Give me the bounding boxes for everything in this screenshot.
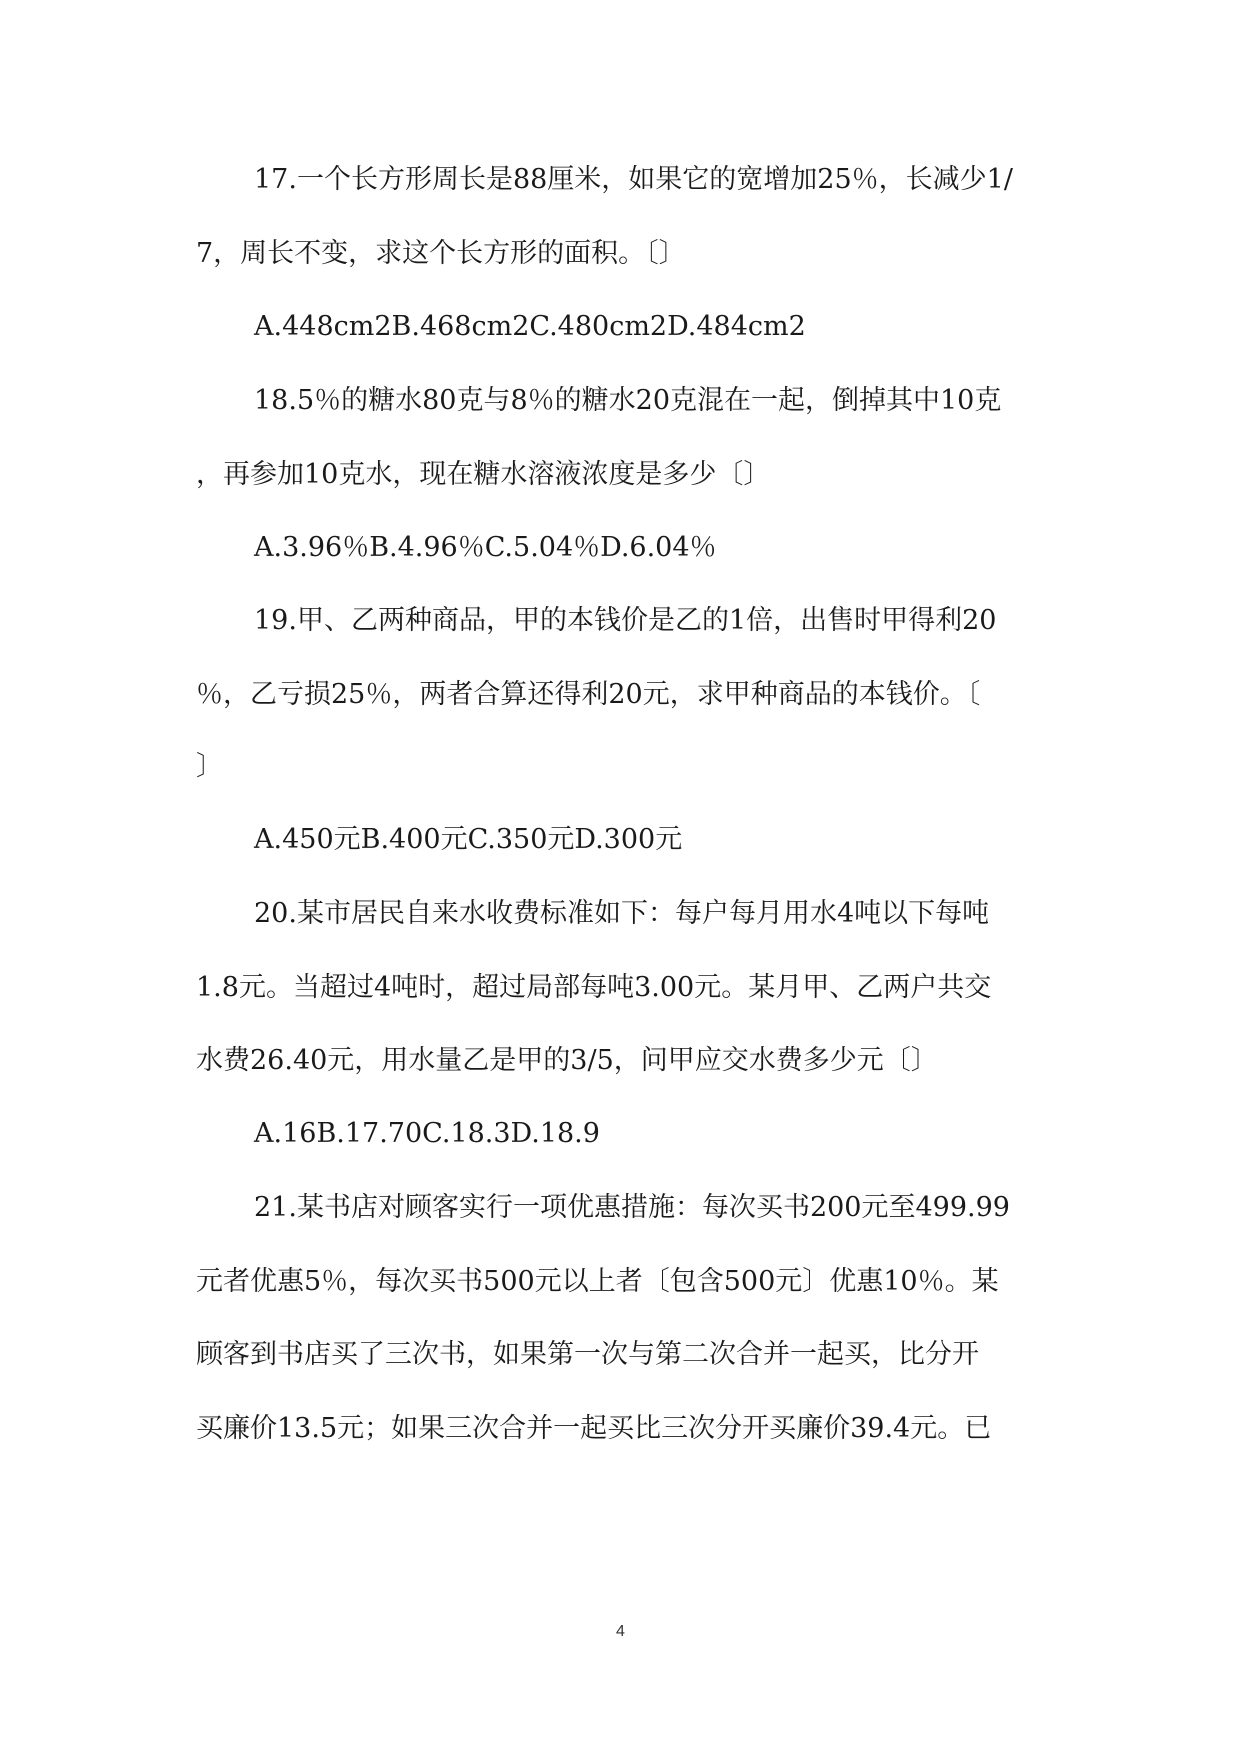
q17-line-1: 17.一个长方形周长是88厘米，如果它的宽增加25％，长减少1/ xyxy=(254,164,1013,195)
q18-line-2: ，再参加10克水，现在糖水溶液浓度是多少〔〕 xyxy=(196,459,771,490)
q17-options: A.448cm2B.468cm2C.480cm2D.484cm2 xyxy=(254,311,806,342)
q20-options: A.16B.17.70C.18.3D.18.9 xyxy=(254,1118,600,1149)
page-number: 4 xyxy=(616,1623,625,1640)
q19-options: A.450元B.400元C.350元D.300元 xyxy=(254,824,683,855)
q19-line-1: 19.甲、乙两种商品，甲的本钱价是乙的1倍，出售时甲得利20 xyxy=(254,605,997,636)
q21-line-4: 买廉价13.5元；如果三次合并一起买比三次分开买廉价39.4元。已 xyxy=(196,1413,992,1444)
q20-line-3: 水费26.40元，用水量乙是甲的3/5，问甲应交水费多少元〔〕 xyxy=(196,1045,938,1076)
q19-line-2: ％，乙亏损25％，两者合算还得利20元，求甲种商品的本钱价。〔 xyxy=(196,679,981,710)
q20-line-1: 20.某市居民自来水收费标准如下：每户每月用水4吨以下每吨 xyxy=(254,898,990,929)
q21-line-3: 顾客到书店买了三次书，如果第一次与第二次合并一起买，比分开 xyxy=(196,1339,979,1370)
q17-line-2: 7，周长不变，求这个长方形的面积。〔〕 xyxy=(196,238,686,269)
q18-options: A.3.96％B.4.96％C.5.04％D.6.04％ xyxy=(254,532,717,563)
q21-line-2: 元者优惠5％，每次买书500元以上者〔包含500元〕优惠10％。某 xyxy=(196,1266,999,1297)
q18-line-1: 18.5％的糖水80克与8％的糖水20克混在一起，倒掉其中10克 xyxy=(254,385,1002,416)
q20-line-2: 1.8元。当超过4吨时，超过局部每吨3.00元。某月甲、乙两户共交 xyxy=(196,972,992,1003)
q21-line-1: 21.某书店对顾客实行一项优惠措施：每次买书200元至499.99 xyxy=(254,1192,1010,1223)
q19-line-3: 〕 xyxy=(196,751,223,782)
